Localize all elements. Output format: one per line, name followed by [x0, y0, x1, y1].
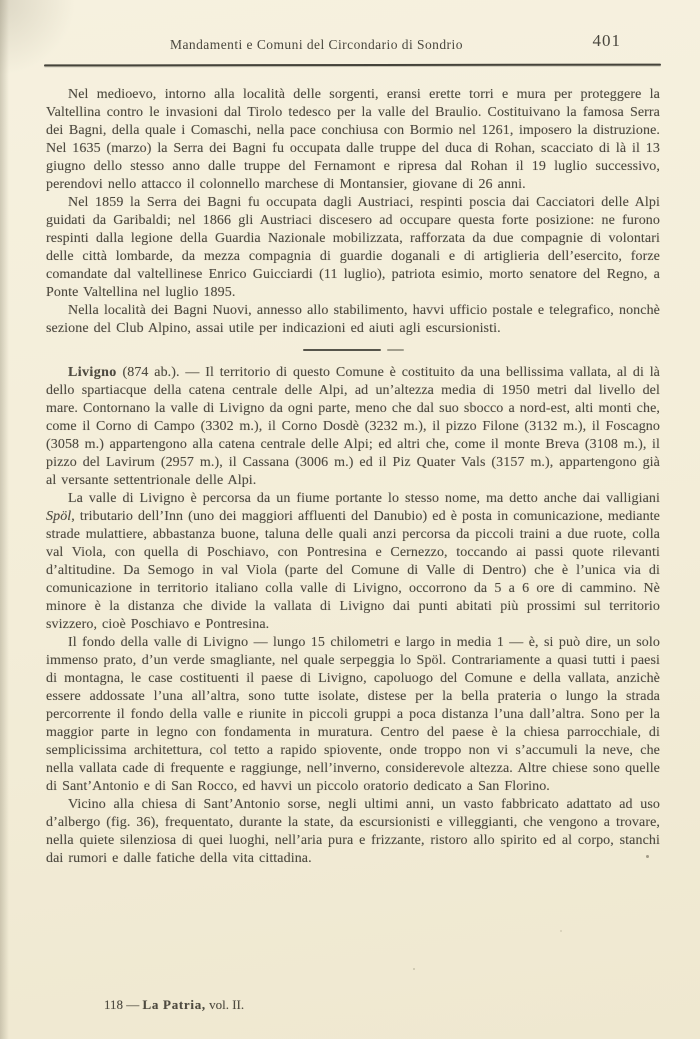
footer-signature-line: [104, 997, 244, 1013]
comune-name-bold: Livigno: [68, 365, 117, 380]
page-body: [46, 86, 660, 868]
paragraph-text: Nella località dei Bagni Nuovi, annesso allo stabilimento, havvi ufficio postale e telegrafico, nonchè sezione del Club Alpino, assai utile per indicazioni ed aiuti agli escursionisti.: [46, 303, 660, 336]
running-head-title: Mandamenti e Comuni del Circondario di Sondrio: [170, 37, 463, 52]
scan-speck: [560, 930, 562, 932]
footer-work-title: La Patria,: [142, 997, 206, 1012]
paragraph-livigno-territorio: [46, 364, 660, 490]
paragraph-serra-medioevo: [46, 86, 660, 194]
paragraph-text: Nel medioevo, intorno alla località delle sorgenti, eransi erette torri e mura per proteggere la Valtellina contro le invasioni dal Tirolo tedesco per la valle del Braulio. Costituivano la famosa Serra dei Bagni, della quale i Comaschi, nella pace conchiusa con Bormio nel 1261, imposero la distruzione. Nel 1635 (marzo) la Serra dei Bagni fu occupata dalle truppe del duca di Rohan, scacciato di là il 13 giugno dello stesso anno dalle truppe del Fernamont e ripresa dal Rohan il 19 luglio successivo, perendovi nello attacco il colonnello marchese di Montansier, giovane di 26 anni.: [46, 87, 660, 192]
paragraph-bagni-nuovi: [46, 302, 660, 338]
scan-speck: [413, 968, 415, 970]
divider-rule-main: [303, 349, 381, 351]
paragraph-livigno-fondo: [46, 634, 660, 796]
paragraph-text: Nel 1859 la Serra dei Bagni fu occupata dagli Austriaci, respinti poscia dai Cacciatori delle Alpi guidati da Garibaldi; nel 1866 gli Austriaci discesero ad occupare questa forte posizione: ne furono respinti dalla legione della Guardia Nazionale mobilizzata, rafforzata da due compagnie di volontari delle città lombarde, da mezza compagnia di guardie doganali e di artiglieria dell’esercito, forze comandate dal valtellinese Enrico Guicciardi (11 luglio), patriota esimio, morto senatore del Regno, a Ponte Valtellina nel luglio 1895.: [46, 195, 660, 300]
paragraph-livigno-albergo: [46, 796, 660, 868]
river-name-italic: Spöl: [46, 509, 72, 524]
header-rule: [44, 64, 661, 67]
scan-speck: [646, 855, 649, 858]
footer-signature-number: 118 —: [104, 997, 143, 1012]
paragraph-text: Il fondo della valle di Livigno — lungo 15 chilometri e largo in media 1 — è, si può dire, un solo immenso prato, d’un verde smagliante, nel quale serpeggia lo Spöl. Contrariamente a quasi tutti i paesi di montagna, le case costituenti il paese di Livigno, capoluogo del Comune e della vallata, anzichè essere addossate l’una all’altra, sono tutte isolate, distese per la bella prateria o lungo la strada percorrente il fondo della valle e riunite in piccoli gruppi a poca distanza l’una dall’altra. Sono per la maggior parte in legno con fondamenta in muratura. Centro del paese è la chiesa parrocchiale, di semplicissima architettura, col tetto a rapido spiovente, onde troppo non vi s’accumuli la neve, che nella vallata cade di frequente e raggiunge, nell’inverno, considerevole altezza. Altre chiese sono quelle di Sant’Antonio e di San Rocco, ed havvi un piccolo oratorio dedicato a San Florino.: [46, 635, 660, 794]
paragraph-livigno-valle: [46, 490, 660, 634]
paragraph-serra-1859: [46, 194, 660, 302]
paragraph-text: (874 ab.). — Il territorio di questo Comune è costituito da una bellissima vallata, al di là dello spartiacque della catena centrale delle Alpi, ad un’altezza media di 1950 metri dal livello del mare. Contornano la valle di Livigno da ogni parte, meno che dal suo sbocco a nord-est, alti monti che, come il Corno di Campo (3302 m.), il Corno Dosdè (3232 m.), il pizzo Filone (3132 m.), il Foscagno (3058 m.) appartengono alla catena centrale delle Alpi; ed altri che, come il monte Breva (3108 m.), il pizzo del Lavirum (2957 m.), il Cassana (3006 m.) ed il Piz Quater Vals (3157 m.), appartengono già al versante settentrionale delle Alpi.: [46, 365, 660, 488]
paragraph-text: La valle di Livigno è percorsa da un fiume portante lo stesso nome, ma detto anche dai valligiani: [68, 491, 660, 506]
page-number: 401: [592, 31, 621, 50]
section-divider: [46, 347, 660, 353]
paragraph-text: , tributario dell’Inn (uno dei maggiori affluenti del Danubio) ed è posta in comunicazione, mediante strade mulattiere, abbastanza buone, taluna delle quali anzi percorsa da piccoli traini a due ruote, colla val Viola, con quella di Poschiavo, con Pontresina e Cernezzo, toccando ai passi quote rilevanti d’altitudine. Da Semogo in val Viola (parte del Comune di Valle di Dentro) che è l’unica via di comunicazione in territorio italiano colla valle di Livigno, occorrono da 5 a 6 ore di cammino. Nè minore è la distanza che divide la vallata di Livigno dai punti abitati più prossimi sul territorio svizzero, cioè Poschiavo e Pontresina.: [46, 509, 660, 632]
divider-rule-tail: [387, 349, 404, 351]
paragraph-text: Vicino alla chiesa di Sant’Antonio sorse, negli ultimi anni, un vasto fabbricato adattato ad uso d’albergo (fig. 36), frequentato, durante la state, da escursionisti e villeggianti, che vengono a trovare, nella quiete silenziosa di quei luoghi, nell’aria pura e frizzante, ristoro allo spirito ed al corpo, stanchi dai rumori e dalle fatiche della vita cittadina.: [46, 797, 660, 866]
footer-volume: vol. II.: [205, 997, 245, 1012]
